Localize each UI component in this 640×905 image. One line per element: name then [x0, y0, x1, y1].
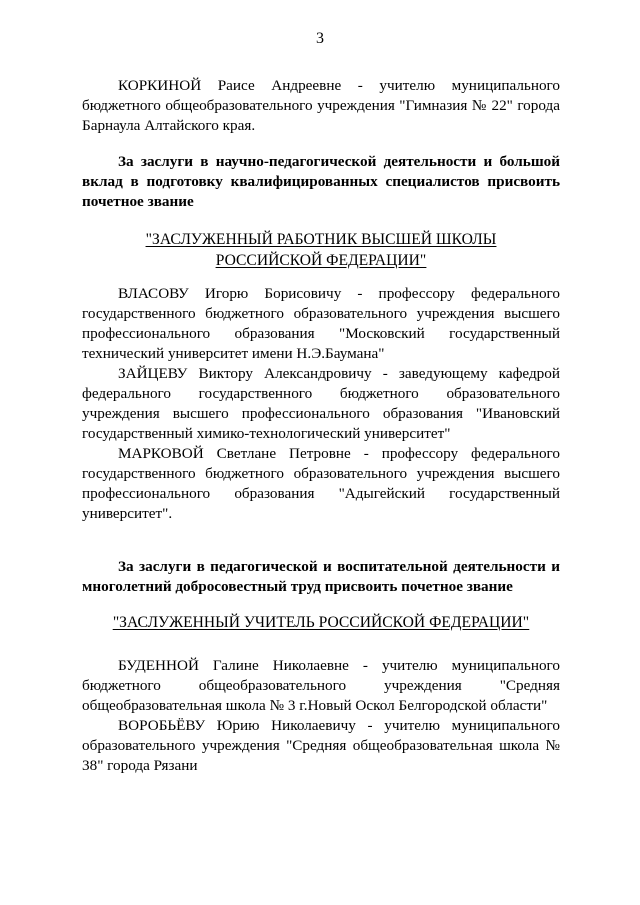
entry-vlasov: ВЛАСОВУ Игорю Борисовичу - профессору федерального государственного бюджетного образовательного учреждения высшего профессионального образования "Московский государственный технический университет имени Н.Э.Баумана": [82, 285, 560, 362]
decree-1: [82, 152, 560, 212]
decree-2: [82, 557, 560, 597]
honorary-title-2: [82, 612, 560, 633]
honorary-title-1-line-2: РОССИЙСКОЙ ФЕДЕРАЦИИ": [215, 252, 427, 269]
entry-budennaya: БУДЕННОЙ Галине Николаевне - учителю муниципального бюджетного общеобразовательного учреждения "Средняя общеобразовательная школа № 3 г.Новый Оскол Белгородской области": [82, 657, 560, 714]
entry-list-2: [82, 656, 560, 776]
entry-vorobyov: ВОРОБЬЁВУ Юрию Николаевичу - учителю муниципального образовательного учреждения "Средняя общеобразовательная школа № 38" города Рязани: [82, 717, 560, 774]
decree-text-1: За заслуги в научно-педагогической деятельности и большой вклад в подготовку квалифицированных специалистов присвоить почетное звание: [82, 153, 560, 210]
honorary-title-2-line-1: "ЗАСЛУЖЕННЫЙ УЧИТЕЛЬ РОССИЙСКОЙ ФЕДЕРАЦИИ": [112, 614, 530, 631]
entry-zaitsev: ЗАЙЦЕВУ Виктору Александровичу - заведующему кафедрой федерального государственного бюджетного образовательного учреждения высшего профессионального образования "Ивановский государственный химико-технологический университет": [82, 365, 560, 442]
entry-markova: МАРКОВОЙ Светлане Петровне - профессору федерального государственного бюджетного образовательного учреждения высшего профессионального образования "Адыгейский государственный университет".: [82, 445, 560, 522]
entry-list-0: [82, 76, 560, 136]
page-number: 3: [316, 30, 324, 47]
honorary-title-1: [82, 229, 560, 271]
decree-text-2: За заслуги в педагогической и воспитательной деятельности и многолетний добросовестный труд присвоить почетное звание: [82, 558, 560, 595]
entry-list-1: [82, 284, 560, 524]
honorary-title-1-line-1: "ЗАСЛУЖЕННЫЙ РАБОТНИК ВЫСШЕЙ ШКОЛЫ: [145, 231, 497, 248]
entry-korkina: КОРКИНОЙ Раисе Андреевне - учителю муниципального бюджетного общеобразовательного учреждения "Гимназия № 22" города Барнаула Алтайского края.: [82, 77, 560, 134]
